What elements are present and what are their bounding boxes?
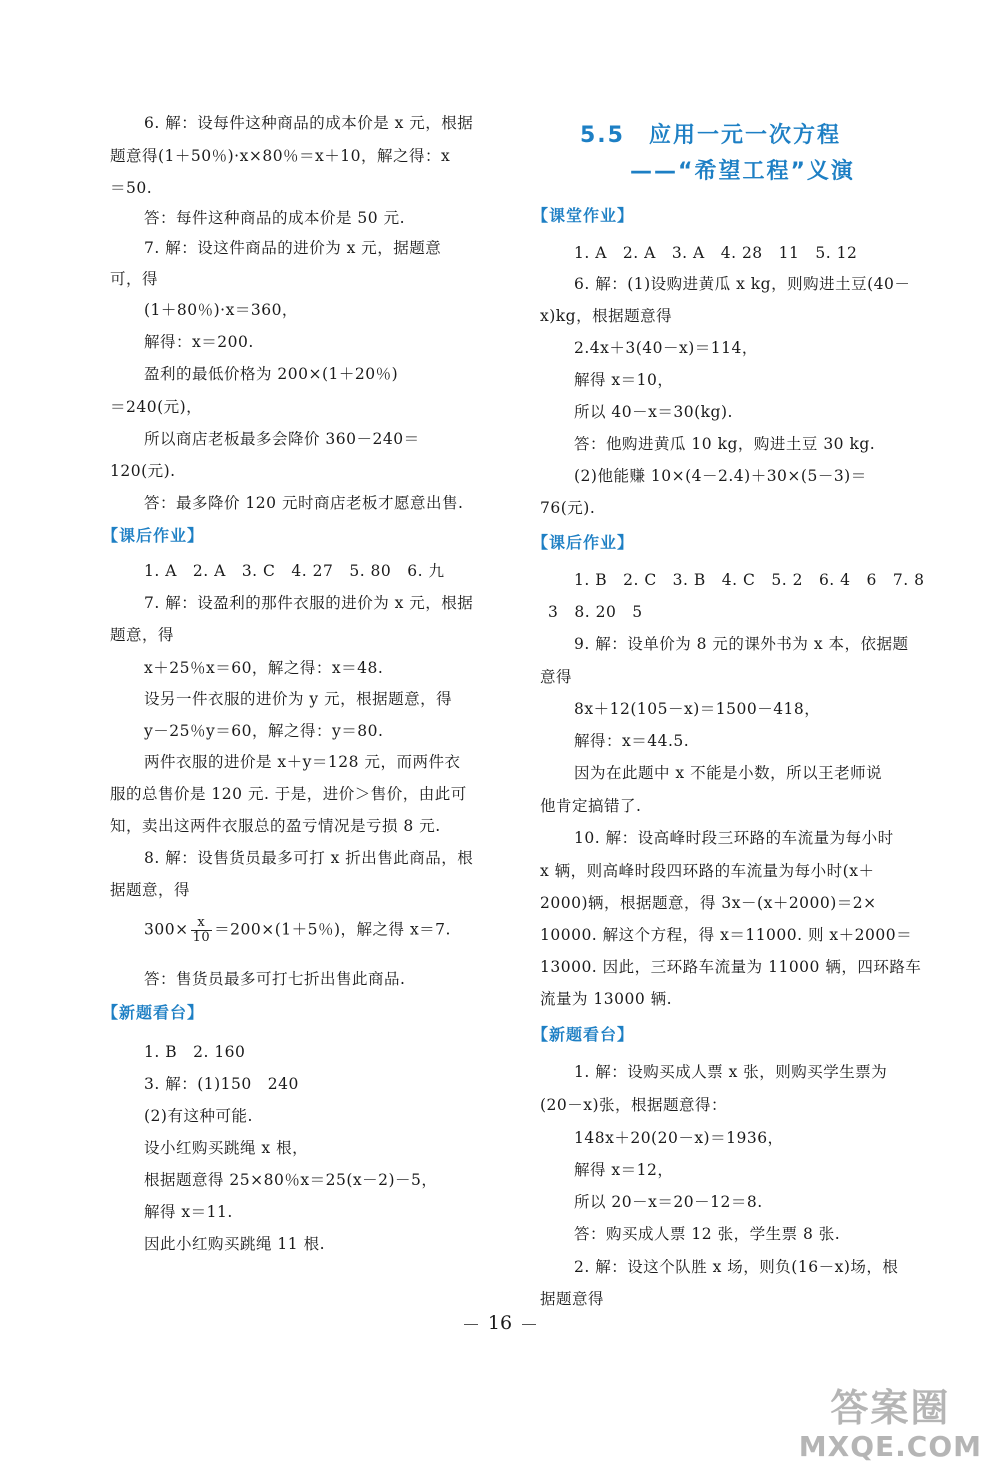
text-line: ＝50. bbox=[110, 179, 153, 197]
text-line: 所以商店老板最多会降价 360－240＝ bbox=[144, 430, 420, 448]
text-line: x＋25％x＝60，解之得：x＝48. bbox=[144, 659, 384, 677]
text-line: 据题意得 bbox=[540, 1290, 605, 1308]
text-line: 3. 解：(1)150 240 bbox=[144, 1075, 299, 1093]
text-line: 7. 解：设盈利的那件衣服的进价为 x 元，根据 bbox=[144, 594, 474, 612]
text-line: 设小红购买跳绳 x 根， bbox=[144, 1139, 309, 1157]
equation-suffix: ＝200×(1＋5％)，解之得 x＝7. bbox=[214, 920, 451, 939]
text-line: 2.4x＋3(40－x)＝114， bbox=[574, 339, 758, 357]
answer-line: 3 8. 20 5 bbox=[548, 603, 643, 621]
text-line: 6. 解：设每件这种商品的成本价是 x 元，根据 bbox=[144, 114, 474, 132]
text-line: (20－x)张，根据题意得： bbox=[540, 1096, 728, 1114]
fraction bbox=[191, 916, 213, 945]
section-heading-new: 【新题看台】 bbox=[102, 1003, 205, 1022]
text-line: 8. 解：设售货员最多可打 x 折出售此商品，根 bbox=[144, 849, 474, 867]
text-line: 题意，得 bbox=[110, 626, 175, 644]
text-line: 因此小红购买跳绳 11 根. bbox=[144, 1235, 326, 1253]
answer-line: 1. A 2. A 3. A 4. 28 11 5. 12 bbox=[574, 244, 858, 262]
text-line: 根据题意得 25×80％x＝25(x－2)－5， bbox=[144, 1171, 438, 1189]
text-line: y－25％y＝60，解之得：y＝80. bbox=[144, 722, 384, 740]
text-line: 答：售货员最多可打七折出售此商品. bbox=[144, 970, 406, 988]
text-line: 10000. 解这个方程，得 x＝11000. 则 x＋2000＝ bbox=[540, 926, 913, 944]
text-line: 盈利的最低价格为 200×(1＋20％) bbox=[144, 365, 399, 383]
watermark-bottom: MXQE.COM bbox=[798, 1430, 982, 1463]
text-line: 2000)辆，根据题意，得 3x－(x＋2000)＝2× bbox=[540, 894, 877, 912]
text-line: 76(元). bbox=[540, 499, 596, 517]
section-heading-homework: 【课后作业】 bbox=[102, 526, 205, 545]
section-title: 5.5 应用一元一次方程 bbox=[580, 123, 841, 148]
answer-line: 1. A 2. A 3. C 4. 27 5. 80 6. 九 bbox=[144, 562, 445, 580]
text-line: x)kg，根据题意得 bbox=[540, 307, 673, 325]
fraction-denominator: 10 bbox=[192, 930, 211, 945]
watermark-top: 答案圈 bbox=[830, 1386, 951, 1430]
text-line: 解得：x＝200. bbox=[144, 333, 254, 351]
fraction-numerator: x bbox=[191, 916, 213, 931]
text-line: 答：他购进黄瓜 10 kg，购进土豆 30 kg. bbox=[574, 435, 876, 453]
text-line: 答：每件这种商品的成本价是 50 元. bbox=[144, 209, 406, 227]
text-line: 8x＋12(105－x)＝1500－418， bbox=[574, 700, 821, 718]
text-line: 意得 bbox=[540, 668, 573, 686]
text-line: 解得 x＝10， bbox=[574, 371, 674, 389]
text-line: 13000. 因此，三环路车流量为 11000 辆，四环路车 bbox=[540, 958, 922, 976]
text-line: 流量为 13000 辆. bbox=[540, 990, 673, 1008]
equation-line bbox=[144, 916, 451, 945]
text-line: (2)有这种可能. bbox=[144, 1107, 253, 1125]
text-line: 所以 40－x＝30(kg). bbox=[574, 403, 733, 421]
text-line: 1. B 2. 160 bbox=[144, 1043, 246, 1061]
section-heading-homework: 【课后作业】 bbox=[532, 533, 635, 552]
text-line: 9. 解：设单价为 8 元的课外书为 x 本，依据题 bbox=[574, 635, 909, 653]
text-line: 知，卖出这两件衣服总的盈亏情况是亏损 8 元. bbox=[110, 817, 441, 835]
text-line: 可，得 bbox=[110, 270, 159, 288]
section-subtitle: ——“希望工程”义演 bbox=[630, 159, 855, 184]
text-line: 设另一件衣服的进价为 y 元，根据题意，得 bbox=[144, 690, 453, 708]
page-number bbox=[0, 1312, 1000, 1334]
text-line: 两件衣服的进价是 x＋y＝128 元，而两件衣 bbox=[144, 753, 461, 771]
text-line: 10. 解：设高峰时段三环路的车流量为每小时 bbox=[574, 829, 894, 847]
text-line: 解得 x＝11. bbox=[144, 1203, 233, 1221]
text-line: 120(元). bbox=[110, 462, 176, 480]
text-line: 解得：x＝44.5. bbox=[574, 732, 690, 750]
text-line: (2)他能赚 10×(4－2.4)＋30×(5－3)＝ bbox=[574, 467, 867, 485]
section-heading-classwork: 【课堂作业】 bbox=[532, 206, 635, 225]
text-line: 所以 20－x＝20－12＝8. bbox=[574, 1193, 763, 1211]
text-line: x 辆，则高峰时段四环路的车流量为每小时(x＋ bbox=[540, 862, 875, 880]
text-line: 他肯定搞错了. bbox=[540, 797, 642, 815]
text-line: 答：最多降价 120 元时商店老板才愿意出售. bbox=[144, 494, 464, 512]
equation-prefix: 300× bbox=[144, 920, 189, 939]
text-line: 服的总售价是 120 元. 于是，进价＞售价，由此可 bbox=[110, 785, 467, 803]
text-line: 2. 解：设这个队胜 x 场，则负(16－x)场，根 bbox=[574, 1258, 899, 1276]
answer-line: 1. B 2. C 3. B 4. C 5. 2 6. 4 6 7. 8 bbox=[574, 571, 925, 589]
text-line: 7. 解：设这件商品的进价为 x 元，据题意 bbox=[144, 239, 442, 257]
section-heading-new: 【新题看台】 bbox=[532, 1025, 635, 1044]
text-line: ＝240(元)， bbox=[110, 398, 203, 416]
text-line: 148x＋20(20－x)＝1936， bbox=[574, 1129, 784, 1147]
text-line: 题意得(1＋50％)·x×80％＝x＋10，解之得：x bbox=[110, 147, 451, 165]
text-line: 1. 解：设购买成人票 x 张，则购买学生票为 bbox=[574, 1063, 888, 1081]
text-line: 6. 解：(1)设购进黄瓜 x kg，则购进土豆(40－ bbox=[574, 275, 911, 293]
watermark-logo bbox=[799, 1377, 982, 1462]
text-line: 解得 x＝12， bbox=[574, 1161, 674, 1179]
text-line: (1＋80％)·x＝360， bbox=[144, 301, 298, 319]
text-line: 因为在此题中 x 不能是小数，所以王老师说 bbox=[574, 764, 883, 782]
text-line: 据题意，得 bbox=[110, 881, 191, 899]
page-number-text: 16 bbox=[487, 1312, 513, 1334]
text-line: 答：购买成人票 12 张，学生票 8 张. bbox=[574, 1225, 841, 1243]
